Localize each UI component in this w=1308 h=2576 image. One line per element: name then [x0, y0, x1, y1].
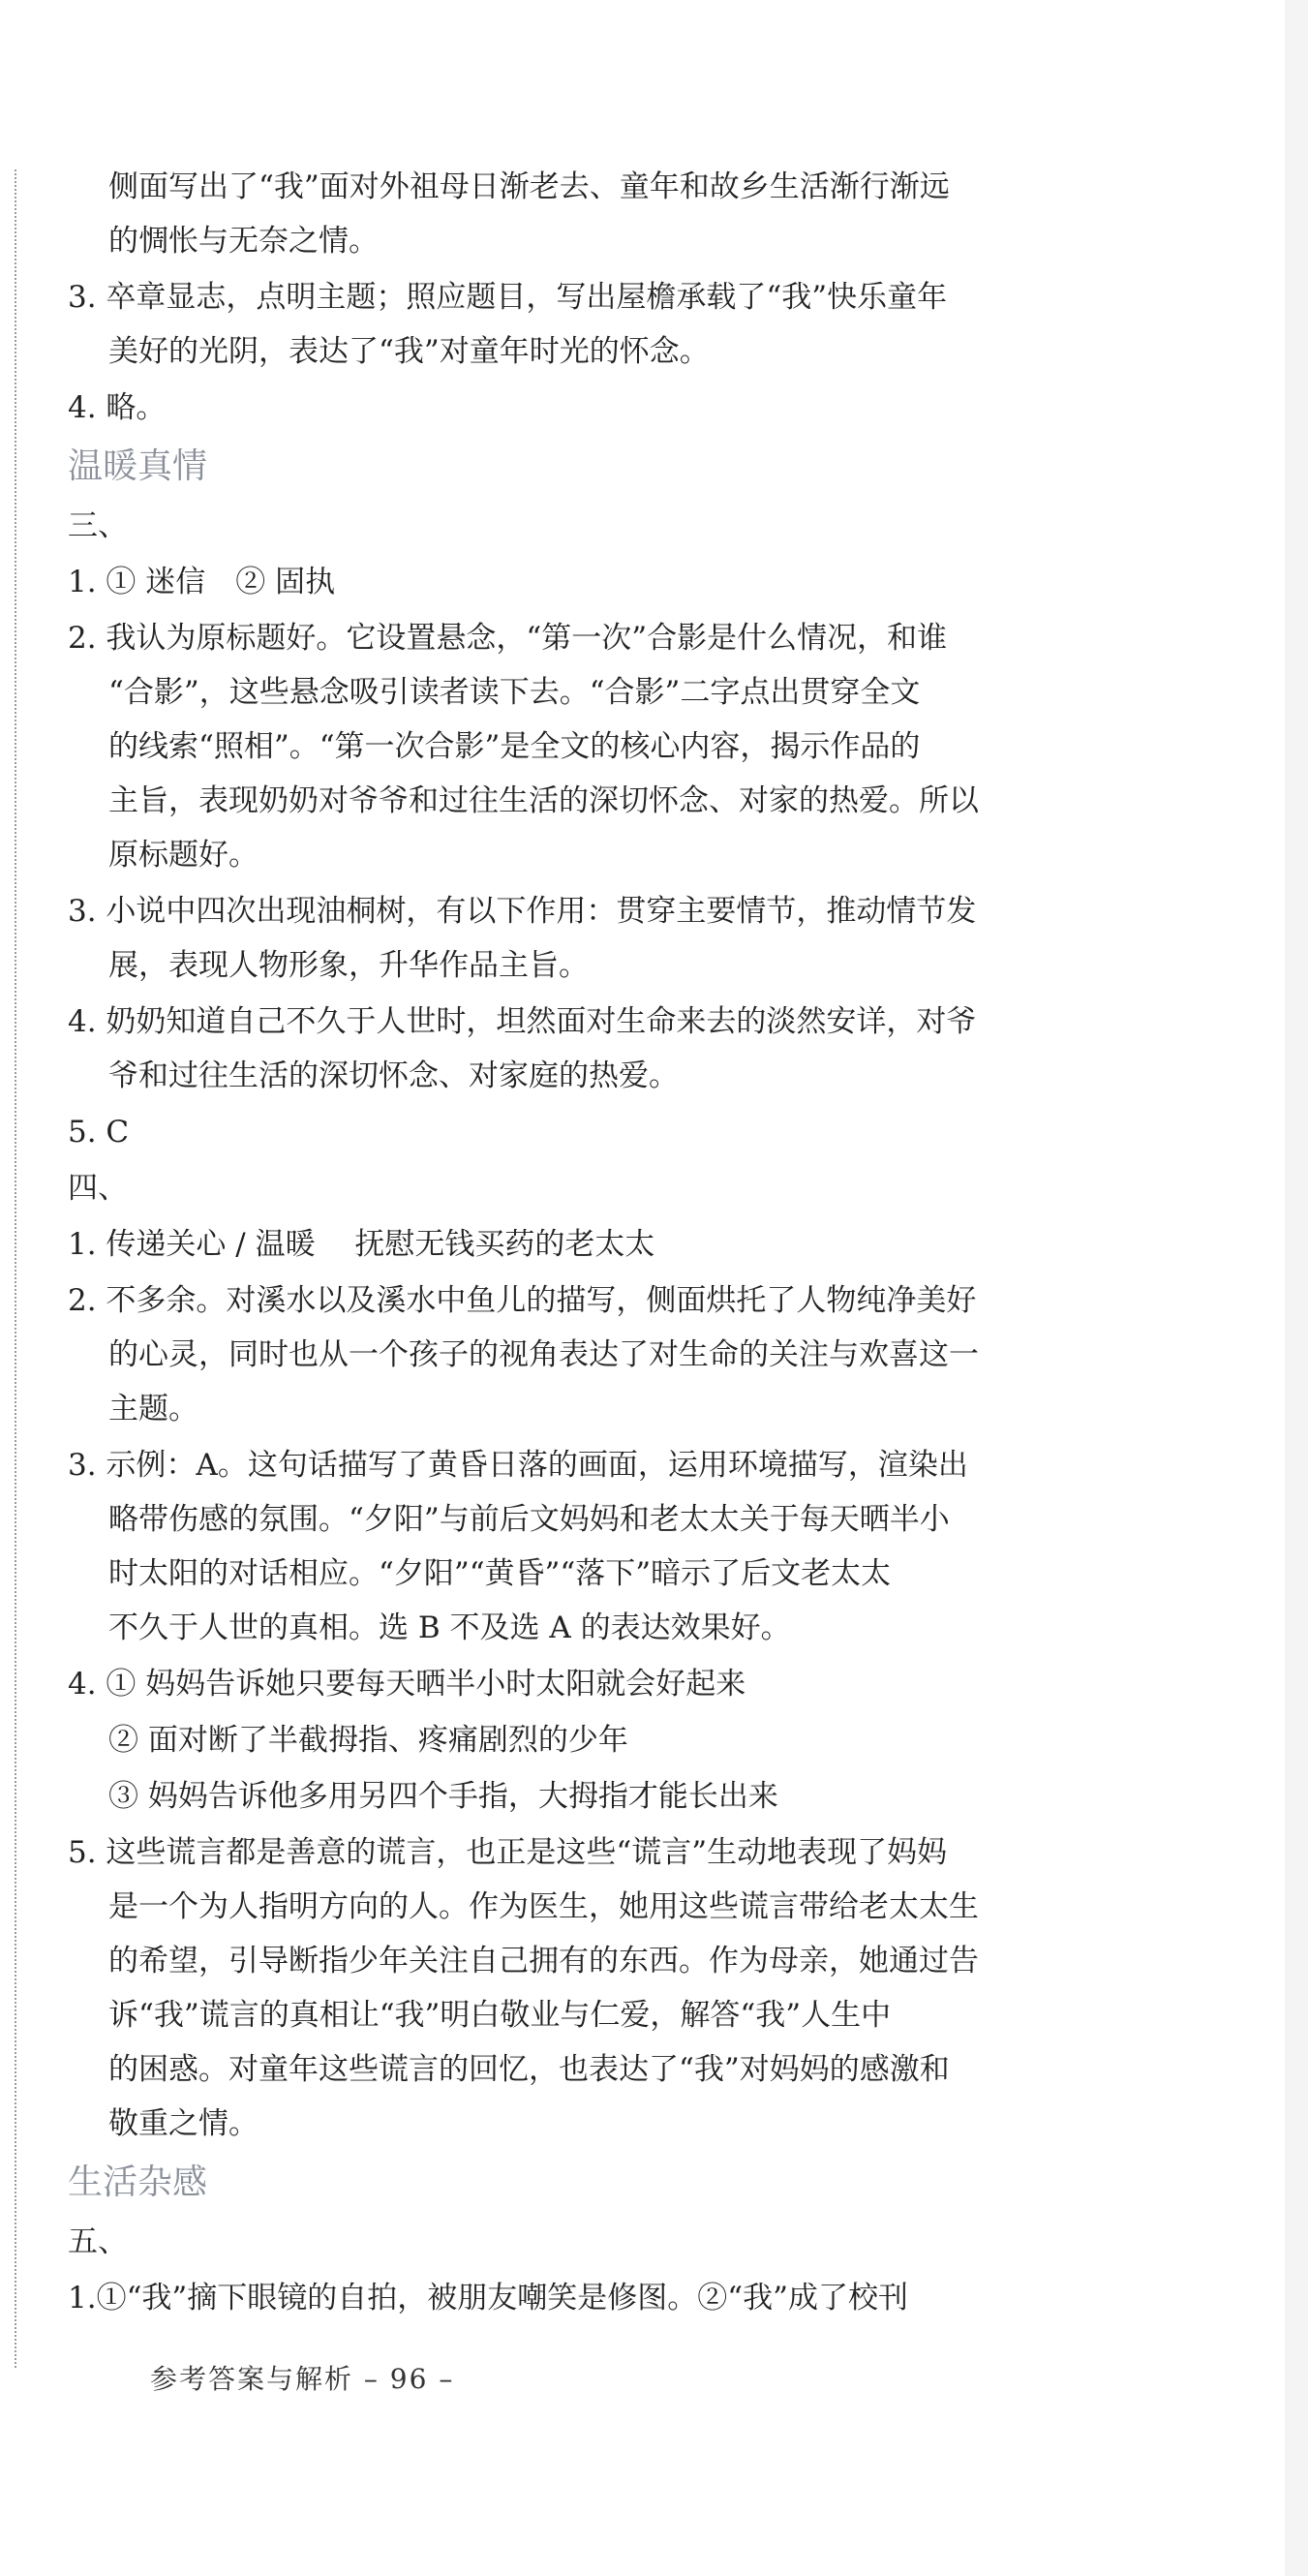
answer-block — [68, 555, 1055, 609]
answer-block — [68, 2271, 1055, 2325]
answer-block — [68, 884, 1055, 993]
answer-block — [68, 1273, 1055, 1436]
answer-block — [68, 1105, 1055, 1159]
answer-block — [68, 1825, 1055, 2151]
answer-line: 1. 传递关心 / 温暖 抚慰无钱买药的老太太 — [68, 1227, 655, 1262]
answer-block — [68, 1438, 1055, 1655]
answer-block — [68, 611, 1055, 882]
answer-line: 4. ① 妈妈告诉她只要每天晒半小时太阳就会好起来 — [68, 1667, 746, 1702]
binding-dotted-rule — [15, 169, 16, 2368]
answer-line: 3. 小说中四次出现油桐树，有以下作用：贯穿主要情节，推动情节发 — [68, 894, 977, 929]
answer-line: 爷和过往生活的深切怀念、对家庭的热爱。 — [108, 1058, 679, 1093]
answer-line: 三、 — [68, 508, 128, 543]
answer-block — [68, 160, 1055, 268]
answer-line: 4. 奶奶知道自己不久于人世时，坦然面对生命来去的淡然安详，对爷 — [68, 1004, 977, 1039]
answer-line: 是一个为人指明方向的人。作为医生，她用这些谎言带给老太太生 — [108, 1889, 979, 1924]
answer-block — [68, 1769, 1055, 1824]
answer-block — [68, 1657, 1055, 1711]
answer-line: 原标题好。 — [108, 838, 259, 873]
answer-line: ② 面对断了半截拇指、疼痛剧烈的少年 — [108, 1723, 628, 1758]
answer-block — [68, 499, 1055, 553]
answer-line: 五、 — [68, 2224, 128, 2259]
answer-line: ③ 妈妈告诉他多用另四个手指，大拇指才能长出来 — [108, 1779, 778, 1814]
answer-line: 诉“我”谎言的真相让“我”明白敬业与仁爱，解答“我”人生中 — [108, 1998, 892, 2033]
section-title: 生活杂感 — [68, 2162, 208, 2202]
answer-line: 5. C — [68, 1115, 130, 1150]
answer-line: 1. ① 迷信 ② 固执 — [68, 565, 336, 599]
answer-line: 的惆怅与无奈之情。 — [108, 224, 379, 259]
answer-block — [68, 2215, 1055, 2269]
answer-block — [68, 1217, 1055, 1272]
answer-line: 2. 不多余。对溪水以及溪水中鱼儿的描写，侧面烘托了人物纯净美好 — [68, 1283, 977, 1318]
answer-line: 四、 — [68, 1171, 128, 1206]
answer-line: 主题。 — [108, 1392, 198, 1426]
answer-block — [68, 381, 1055, 435]
answer-line: 的心灵，同时也从一个孩子的视角表达了对生命的关注与欢喜这一 — [108, 1337, 979, 1372]
answer-line: 2. 我认为原标题好。它设置悬念，“第一次”合影是什么情况，和谁 — [68, 621, 948, 656]
answer-block — [68, 270, 1055, 379]
answer-block — [68, 995, 1055, 1103]
page-footer: 参考答案与解析 – 96 – — [150, 2363, 455, 2395]
answer-line: 展，表现人物形象，升华作品主旨。 — [108, 948, 589, 983]
answer-line: 的线索“照相”。“第一次合影”是全文的核心内容，揭示作品的 — [108, 729, 921, 764]
answer-line: 主旨，表现奶奶对爷爷和过往生活的深切怀念、对家的热爱。所以 — [108, 783, 979, 818]
answer-line: 1.①“我”摘下眼镜的自拍，被朋友嘲笑是修图。②“我”成了校刊 — [68, 2281, 908, 2315]
answer-line: 美好的光阴，表达了“我”对童年时光的怀念。 — [108, 334, 710, 369]
answer-line: 时太阳的对话相应。“夕阳”“黄昏”“落下”暗示了后文老太太 — [108, 1556, 892, 1591]
answer-line: 不久于人世的真相。选 B 不及选 A 的表达效果好。 — [108, 1610, 791, 1645]
section-title: 温暖真情 — [68, 446, 208, 486]
answer-line: 3. 卒章显志，点明主题；照应题目，写出屋檐承载了“我”快乐童年 — [68, 280, 948, 315]
answer-block — [68, 1713, 1055, 1767]
answer-line: 4. 略。 — [68, 390, 167, 425]
answer-line: 侧面写出了“我”面对外祖母日渐老去、童年和故乡生活渐行渐远 — [108, 169, 950, 204]
answer-content — [68, 160, 1055, 2327]
answer-block — [68, 1161, 1055, 1215]
answer-line: “合影”，这些悬念吸引读者读下去。“合影”二字点出贯穿全文 — [108, 675, 921, 710]
answer-line: 的困惑。对童年这些谎言的回忆，也表达了“我”对妈妈的感激和 — [108, 2052, 950, 2087]
answer-line: 略带伤感的氛围。“夕阳”与前后文妈妈和老太太关于每天晒半小 — [108, 1502, 950, 1537]
answer-line: 5. 这些谎言都是善意的谎言，也正是这些“谎言”生动地表现了妈妈 — [68, 1835, 948, 1870]
page-edge-shadow — [1285, 0, 1308, 2576]
answer-line: 3. 示例：A。这句话描写了黄昏日落的画面，运用环境描写，渲染出 — [68, 1448, 968, 1483]
answer-line: 敬重之情。 — [108, 2106, 259, 2141]
answer-line: 的希望，引导断指少年关注自己拥有的东西。作为母亲，她通过告 — [108, 1944, 979, 1978]
